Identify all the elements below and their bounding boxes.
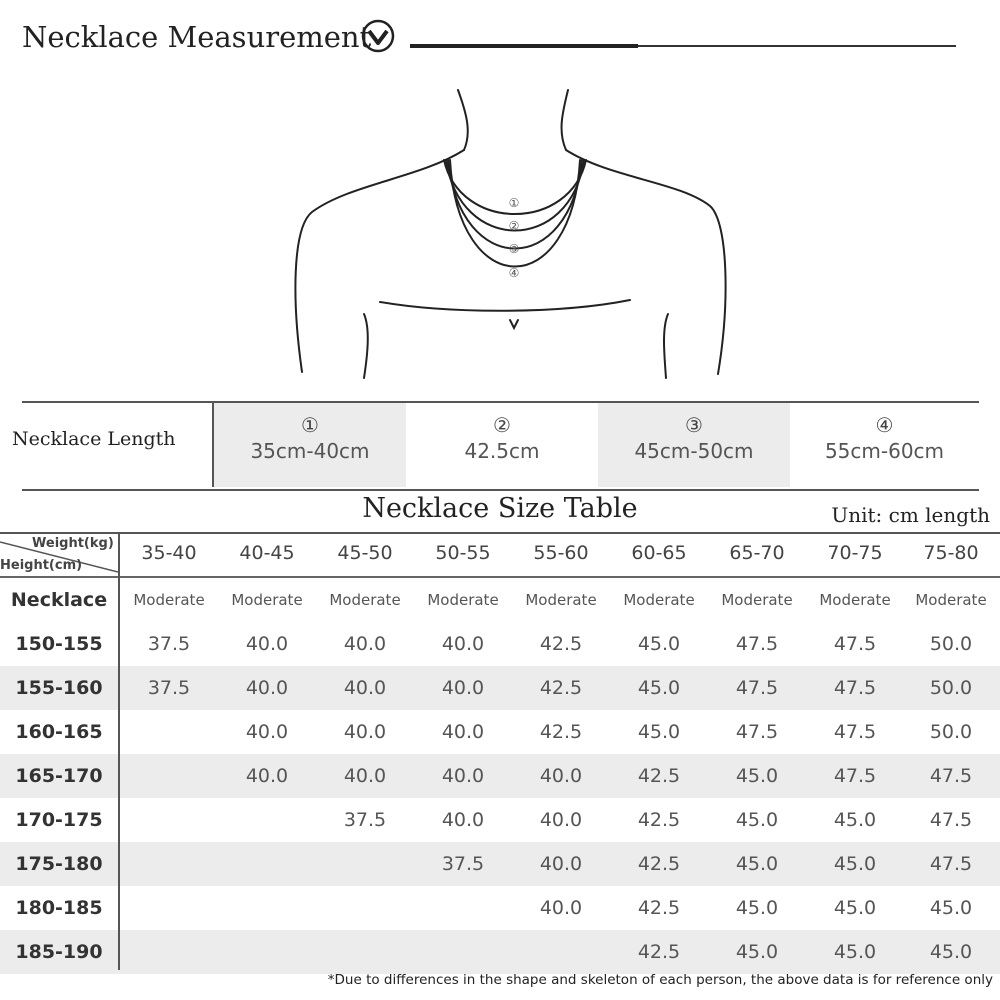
table-row bbox=[0, 666, 1000, 710]
page-title: Necklace Measurement bbox=[22, 20, 372, 54]
height-row-label: 180-185 bbox=[15, 897, 103, 919]
size-cell: 45.0 bbox=[735, 897, 779, 919]
size-cell: 47.5 bbox=[735, 677, 779, 699]
length-option-number: ① bbox=[301, 413, 319, 437]
corner-weight-label: Weight(kg) bbox=[32, 536, 114, 551]
necklace-fit-cell: Moderate bbox=[133, 591, 205, 609]
size-cell: 45.0 bbox=[735, 941, 779, 963]
length-option-2 bbox=[406, 403, 598, 487]
size-table bbox=[0, 532, 1000, 970]
size-cell: 45.0 bbox=[735, 765, 779, 787]
size-cell: 45.0 bbox=[929, 897, 973, 919]
weight-column-header: 50-55 bbox=[435, 542, 491, 564]
size-cell: 45.0 bbox=[735, 809, 779, 831]
chevron-down-icon bbox=[360, 18, 396, 54]
weight-column-header: 55-60 bbox=[533, 542, 589, 564]
length-option-value: 42.5cm bbox=[464, 439, 540, 463]
length-option-1 bbox=[214, 403, 406, 487]
size-cell: 40.0 bbox=[441, 721, 485, 743]
length-option-number: ③ bbox=[685, 413, 703, 437]
weight-column-header: 45-50 bbox=[337, 542, 393, 564]
size-cell: 47.5 bbox=[929, 809, 973, 831]
size-cell: 45.0 bbox=[833, 897, 877, 919]
size-cell: 50.0 bbox=[929, 677, 973, 699]
size-cell: 37.5 bbox=[147, 633, 191, 655]
necklace-length-label: Necklace Length bbox=[12, 428, 176, 450]
size-cell: 50.0 bbox=[929, 633, 973, 655]
length-option-value: 55cm-60cm bbox=[824, 439, 945, 463]
size-cell: 42.5 bbox=[637, 941, 681, 963]
footnote: *Due to differences in the shape and skeleton of each person, the above data is for reference only bbox=[327, 972, 993, 988]
size-cell: 47.5 bbox=[833, 677, 877, 699]
length-option-4 bbox=[790, 403, 979, 487]
size-cell: 40.0 bbox=[441, 765, 485, 787]
size-cell: 47.5 bbox=[833, 721, 877, 743]
size-cell: 40.0 bbox=[343, 721, 387, 743]
height-row-label: 165-170 bbox=[15, 765, 103, 787]
size-cell: 45.0 bbox=[833, 809, 877, 831]
size-cell: 42.5 bbox=[637, 897, 681, 919]
figure-marker-2: ② bbox=[508, 219, 520, 233]
weight-column-header: 35-40 bbox=[141, 542, 197, 564]
size-cell: 47.5 bbox=[735, 721, 779, 743]
size-cell: 40.0 bbox=[343, 677, 387, 699]
height-row-label: 160-165 bbox=[15, 721, 103, 743]
size-cell: 37.5 bbox=[441, 853, 485, 875]
size-cell: 40.0 bbox=[441, 809, 485, 831]
header-rule-accent bbox=[410, 44, 638, 48]
size-cell: 40.0 bbox=[245, 677, 289, 699]
size-cell: 45.0 bbox=[735, 853, 779, 875]
weight-column-header: 60-65 bbox=[631, 542, 687, 564]
table-row bbox=[0, 798, 1000, 842]
header-rule bbox=[638, 45, 956, 47]
table-corner-cell bbox=[0, 534, 118, 576]
table-row bbox=[0, 886, 1000, 930]
size-cell: 42.5 bbox=[539, 677, 583, 699]
size-cell: 47.5 bbox=[735, 633, 779, 655]
table-row bbox=[0, 842, 1000, 886]
length-option-number: ④ bbox=[875, 413, 894, 437]
weight-column-header: 75-80 bbox=[923, 542, 979, 564]
necklace-fit-cell: Moderate bbox=[231, 591, 303, 609]
necklace-fit-cell: Moderate bbox=[819, 591, 891, 609]
size-cell: 37.5 bbox=[147, 677, 191, 699]
unit-label: Unit: cm length bbox=[831, 503, 990, 527]
row-label: Necklace bbox=[10, 589, 108, 611]
size-cell: 42.5 bbox=[539, 721, 583, 743]
size-cell: 45.0 bbox=[637, 633, 681, 655]
table-row bbox=[0, 622, 1000, 666]
necklace-fit-cell: Moderate bbox=[721, 591, 793, 609]
necklace-fit-cell: Moderate bbox=[329, 591, 401, 609]
size-cell: 40.0 bbox=[343, 633, 387, 655]
size-cell: 37.5 bbox=[343, 809, 387, 831]
size-cell: 50.0 bbox=[929, 721, 973, 743]
size-cell: 47.5 bbox=[833, 633, 877, 655]
necklace-fit-cell: Moderate bbox=[427, 591, 499, 609]
size-cell: 40.0 bbox=[343, 765, 387, 787]
size-cell: 45.0 bbox=[833, 853, 877, 875]
table-row bbox=[0, 710, 1000, 754]
size-cell: 42.5 bbox=[637, 853, 681, 875]
figure-marker-4: ④ bbox=[508, 266, 520, 280]
size-cell: 40.0 bbox=[245, 721, 289, 743]
table-row bbox=[0, 754, 1000, 798]
length-option-number: ② bbox=[493, 413, 511, 437]
length-option-value: 35cm-40cm bbox=[250, 439, 370, 463]
size-cell: 40.0 bbox=[539, 765, 583, 787]
height-row-label: 155-160 bbox=[15, 677, 103, 699]
size-cell: 47.5 bbox=[929, 853, 973, 875]
necklace-fit-cell: Moderate bbox=[623, 591, 695, 609]
size-cell: 45.0 bbox=[833, 941, 877, 963]
figure-marker-1: ① bbox=[508, 196, 520, 210]
table-top-rule bbox=[0, 532, 1000, 534]
table-label-divider bbox=[118, 532, 120, 970]
corner-height-label: Height(cm) bbox=[0, 558, 83, 573]
size-table-title: Necklace Size Table bbox=[362, 493, 638, 524]
weight-column-header: 40-45 bbox=[239, 542, 295, 564]
necklace-fit-cell: Moderate bbox=[915, 591, 987, 609]
necklace-fit-cell: Moderate bbox=[525, 591, 597, 609]
size-cell: 40.0 bbox=[539, 853, 583, 875]
length-option-value: 45cm-50cm bbox=[634, 439, 754, 463]
size-cell: 40.0 bbox=[245, 633, 289, 655]
size-cell: 40.0 bbox=[539, 897, 583, 919]
size-cell: 40.0 bbox=[245, 765, 289, 787]
table-row-necklace bbox=[0, 578, 1000, 622]
table-header-rule bbox=[0, 576, 1000, 578]
height-row-label: 185-190 bbox=[15, 941, 103, 963]
size-cell: 42.5 bbox=[637, 809, 681, 831]
size-cell: 42.5 bbox=[637, 765, 681, 787]
size-cell: 47.5 bbox=[833, 765, 877, 787]
length-option-3 bbox=[598, 403, 790, 487]
height-row-label: 150-155 bbox=[15, 633, 103, 655]
weight-column-header: 65-70 bbox=[729, 542, 785, 564]
size-cell: 45.0 bbox=[929, 941, 973, 963]
table-row bbox=[0, 930, 1000, 974]
size-cell: 45.0 bbox=[637, 721, 681, 743]
size-cell: 47.5 bbox=[929, 765, 973, 787]
weight-column-header: 70-75 bbox=[827, 542, 883, 564]
size-cell: 40.0 bbox=[539, 809, 583, 831]
figure-marker-3: ③ bbox=[508, 242, 520, 256]
size-cell: 40.0 bbox=[441, 633, 485, 655]
height-row-label: 170-175 bbox=[15, 809, 103, 831]
height-row-label: 175-180 bbox=[15, 853, 103, 875]
neck-necklace-illustration bbox=[280, 82, 740, 392]
size-cell: 40.0 bbox=[441, 677, 485, 699]
size-cell: 45.0 bbox=[637, 677, 681, 699]
size-cell: 42.5 bbox=[539, 633, 583, 655]
